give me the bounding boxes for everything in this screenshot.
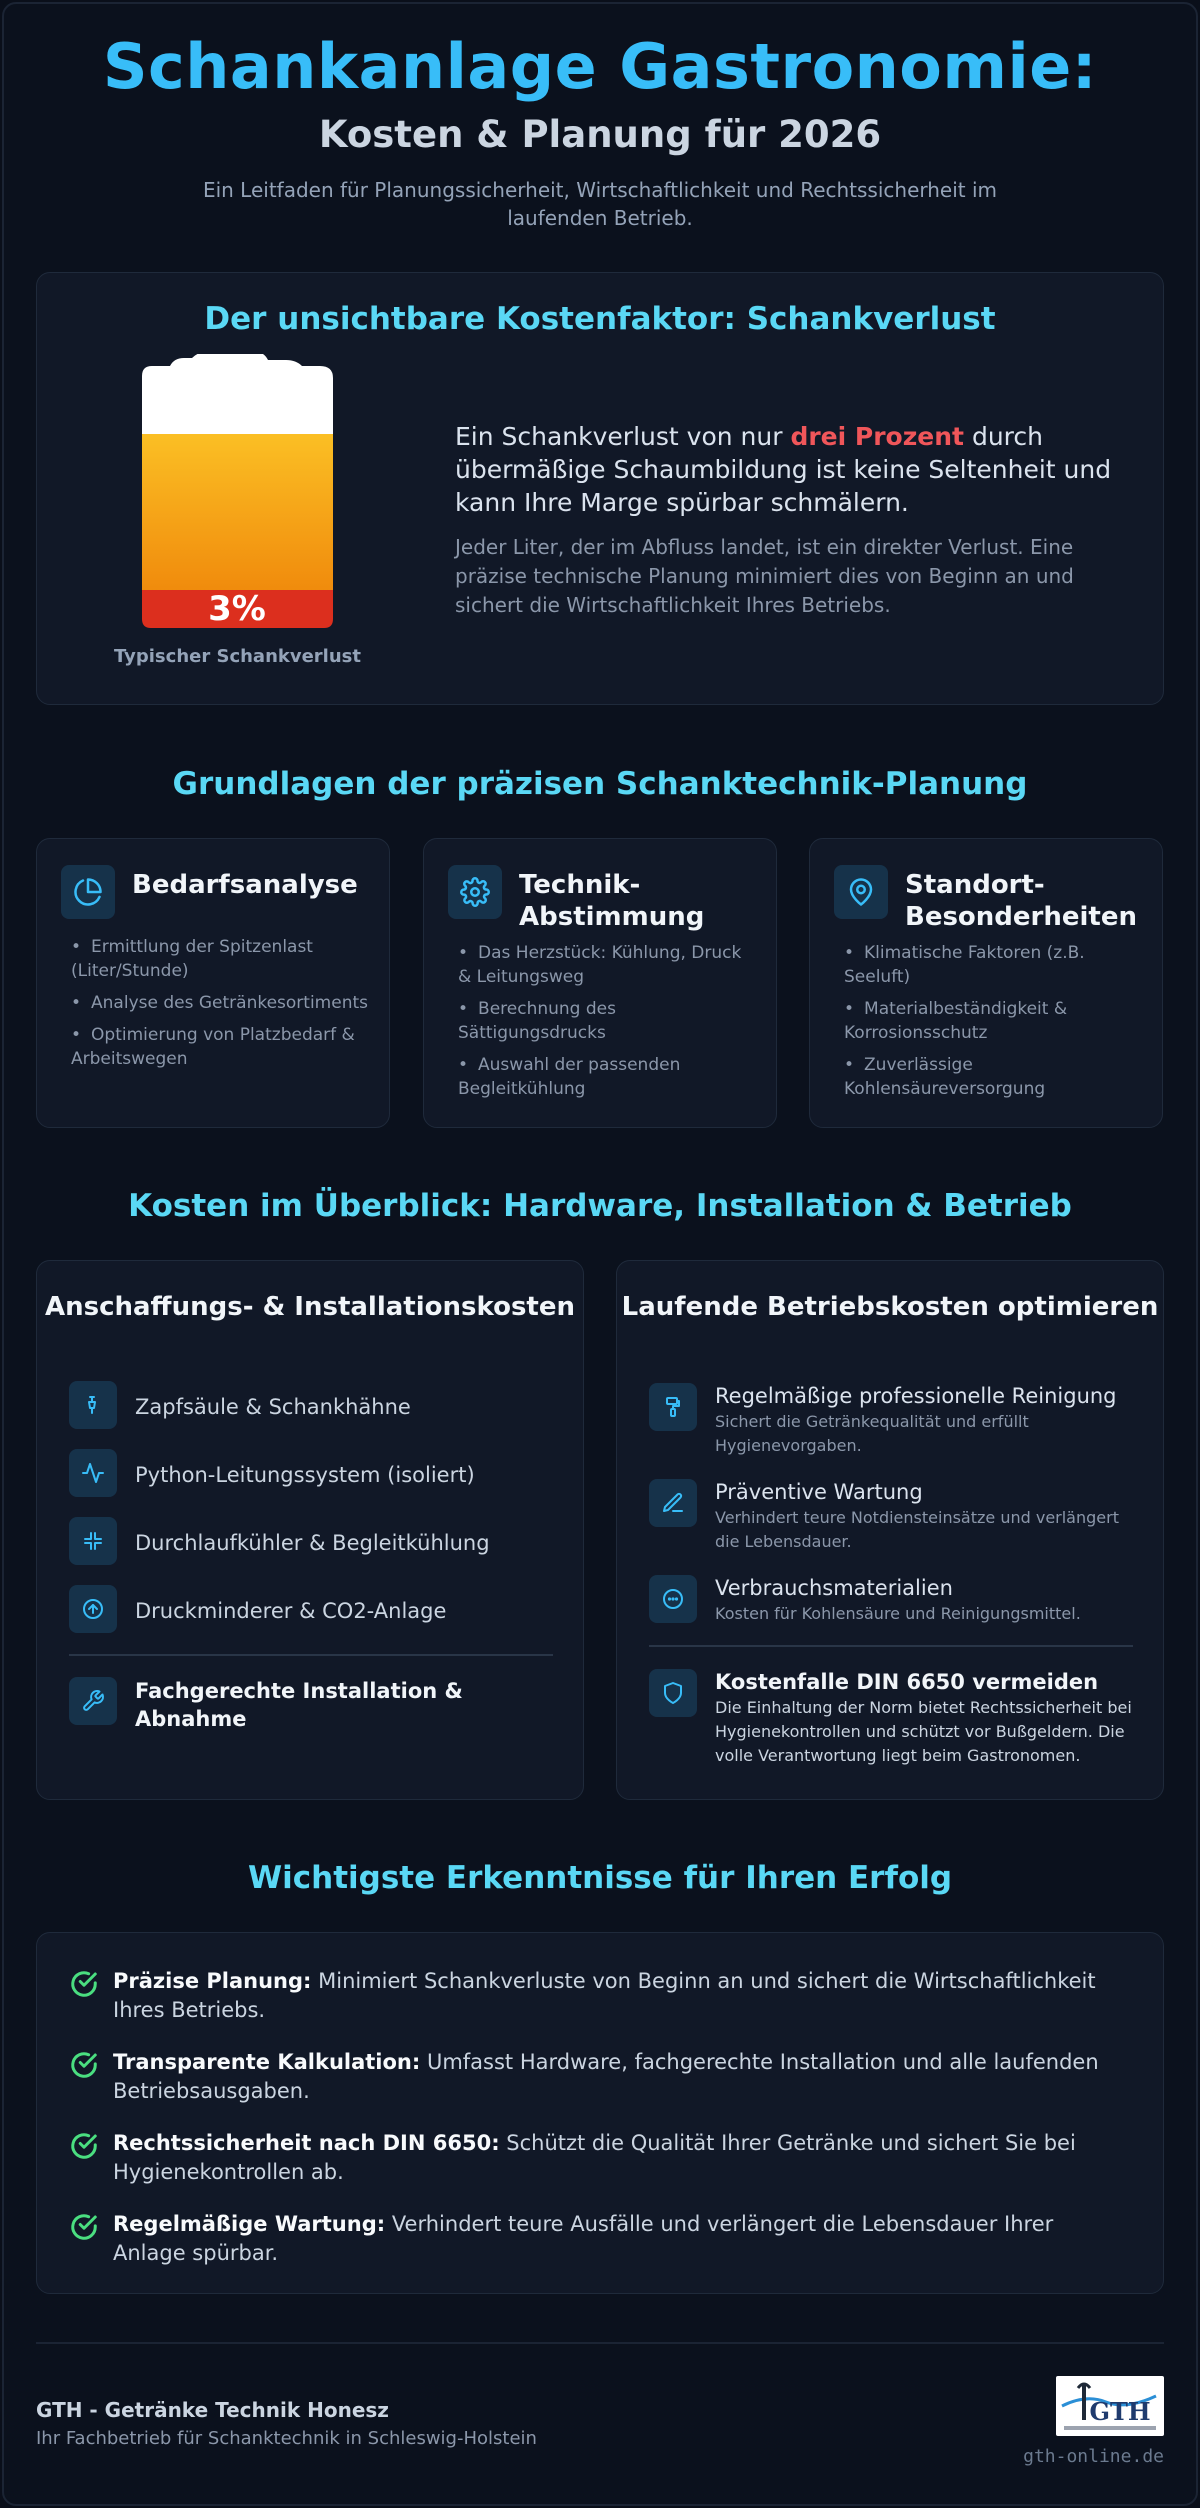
- takeaway-item: [69, 2129, 1129, 2187]
- takeaway-text: [113, 1967, 1129, 2025]
- operating-cost-card: [616, 1260, 1164, 1800]
- loss-sub-text: Jeder Liter, der im Abfluss landet, ist ein direkter Verlust. Eine präzise technische Planung minimiert dies von Beginn an und sichert die Wirtschaftlichkeit Ihres Betriebs.: [455, 535, 1074, 617]
- takeaway-bold: Regelmäßige Wartung:: [113, 2212, 386, 2236]
- foundation-list: [69, 935, 369, 1079]
- cost-item-cooler: [69, 1517, 490, 1565]
- takeaway-body: Umfasst Hardware, fachgerechte Installation und alle laufenden Betriebsausgaben.: [113, 2050, 1099, 2103]
- takeaway-text: [113, 2210, 1129, 2268]
- takeaway-text: [113, 2129, 1129, 2187]
- acquisition-cost-card: [36, 1260, 584, 1800]
- company-logo[interactable]: [1056, 2376, 1164, 2436]
- header: [0, 30, 1200, 232]
- list-item: • Ermittlung der Spitzenlast (Liter/Stunde): [69, 935, 369, 983]
- cost-item-python: [69, 1449, 475, 1497]
- footer-divider: [36, 2342, 1164, 2344]
- foundation-card-tech: [423, 838, 777, 1128]
- cost-item-title: Verbrauchsmaterialien: [715, 1576, 953, 1600]
- logo-text: GTH: [1089, 2397, 1151, 2426]
- list-item: • Optimierung von Platzbedarf & Arbeitswegen: [69, 1023, 369, 1071]
- foundation-title: Standort-Besonderheiten: [905, 870, 1137, 932]
- cost-item-label: Durchlaufkühler & Begleitkühlung: [135, 1531, 490, 1555]
- takeaway-body: Verhindert teure Ausfälle und verlängert die Lebensdauer Ihrer Anlage spürbar.: [113, 2212, 1054, 2265]
- check-circle-icon: [69, 2050, 99, 2080]
- operating-title: Laufende Betriebskosten optimieren: [621, 1292, 1159, 1322]
- takeaway-body: Minimiert Schankverluste von Beginn an und sichert die Wirtschaftlichkeit Ihres Betriebs.: [113, 1969, 1096, 2022]
- list-item: • Das Herzstück: Kühlung, Druck & Leitungsweg: [456, 941, 756, 989]
- divider: [649, 1645, 1133, 1647]
- warning-title: Kostenfalle DIN 6650 vermeiden: [715, 1670, 1099, 1694]
- loss-main-before: Ein Schankverlust von nur: [455, 422, 791, 451]
- loss-title: Der unsichtbare Kostenfaktor: Schankverlust: [204, 301, 996, 337]
- foundation-card-location: [809, 838, 1163, 1128]
- map-pin-icon: [834, 865, 888, 919]
- gear-icon: [448, 865, 502, 919]
- footer-tagline: Ihr Fachbetrieb für Schanktechnik in Schleswig-Holstein: [36, 2428, 537, 2449]
- footer-url-link[interactable]: gth-online.de: [1023, 2446, 1164, 2467]
- list-item: • Klimatische Faktoren (z.B. Seeluft): [842, 941, 1142, 989]
- list-item: • Zuverlässige Kohlensäureversorgung: [842, 1053, 1142, 1101]
- cost-item-cleaning: [649, 1383, 1145, 1458]
- takeaway-text: [113, 2048, 1129, 2106]
- loss-main-after: durch übermäßige Schaumbildung ist keine Seltenheit und kann Ihre Marge spürbar schmälern.: [455, 422, 1112, 517]
- check-circle-icon: [69, 2131, 99, 2161]
- foundation-card-needs: [36, 838, 390, 1128]
- cost-item-tap: [69, 1381, 411, 1429]
- list-item: • Berechnung des Sättigungsdrucks: [456, 997, 756, 1045]
- beer-liquid: [142, 434, 333, 594]
- cost-item-pressure: [69, 1585, 446, 1633]
- takeaways-title: Wichtigste Erkenntnisse für Ihren Erfolg: [247, 1860, 953, 1896]
- cost-item-sub: Verhindert teure Notdiensteinsätze und verlängert die Lebensdauer.: [715, 1508, 1119, 1551]
- shield-icon: [649, 1669, 697, 1717]
- beer-glass-illustration: [140, 354, 335, 629]
- list-item: • Auswahl der passenden Begleitkühlung: [456, 1053, 756, 1101]
- takeaways-card: [36, 1932, 1164, 2294]
- cost-item-din-warning: [649, 1669, 1145, 1768]
- check-circle-icon: [69, 1969, 99, 1999]
- foundation-list: [842, 941, 1142, 1109]
- divider: [69, 1654, 553, 1656]
- dots-circle-icon: [649, 1575, 697, 1623]
- pencil-icon: [649, 1479, 697, 1527]
- paint-roller-icon: [649, 1383, 697, 1431]
- foundations-title: Grundlagen der präzisen Schanktechnik-Planung: [172, 766, 1028, 802]
- foundation-list: [456, 941, 756, 1109]
- glass-label: Typischer Schankverlust: [114, 646, 361, 667]
- page-subtitle: Kosten & Planung für 2026: [318, 113, 882, 156]
- list-item: • Analyse des Getränkesortiments: [69, 991, 369, 1015]
- costs-title: Kosten im Überblick: Hardware, Installation & Betrieb: [128, 1188, 1072, 1224]
- takeaway-item: [69, 2048, 1129, 2106]
- cost-item-text: [715, 1479, 1145, 1554]
- shrink-icon: [69, 1517, 117, 1565]
- cost-item-text: [715, 1575, 1145, 1626]
- loss-text: [455, 420, 1120, 620]
- foundation-title: Technik-Abstimmung: [519, 870, 705, 932]
- wrench-icon: [69, 1677, 117, 1725]
- foundation-title: Bedarfsanalyse: [132, 870, 358, 900]
- takeaway-item: [69, 2210, 1129, 2268]
- takeaway-item: [69, 1967, 1129, 2025]
- check-circle-icon: [69, 2212, 99, 2242]
- takeaway-bold: Rechtssicherheit nach DIN 6650:: [113, 2131, 500, 2155]
- cost-item-sub: Sichert die Getränkequalität und erfüllt Hygienevorgaben.: [715, 1412, 1029, 1455]
- pie-chart-icon: [61, 865, 115, 919]
- cost-item-label: Python-Leitungssystem (isoliert): [135, 1463, 475, 1487]
- cost-item-label: Zapfsäule & Schankhähne: [135, 1395, 411, 1419]
- cost-item-consumables: [649, 1575, 1145, 1626]
- list-item: • Materialbeständigkeit & Korrosionsschutz: [842, 997, 1142, 1045]
- loss-main-text: [455, 420, 1120, 519]
- cost-item-label: Druckminderer & CO2-Anlage: [135, 1599, 447, 1623]
- cost-item-maintenance: [649, 1479, 1145, 1554]
- takeaway-bold: Präzise Planung:: [113, 1969, 312, 1993]
- installation-label: Fachgerechte Installation & Abnahme: [135, 1679, 463, 1731]
- takeaway-bold: Transparente Kalkulation:: [113, 2050, 421, 2074]
- arrow-up-circle-icon: [69, 1585, 117, 1633]
- cost-item-installation: [69, 1677, 475, 1733]
- activity-icon: [69, 1449, 117, 1497]
- cost-item-title: Präventive Wartung: [715, 1480, 923, 1504]
- cost-item-sub: Kosten für Kohlensäure und Reinigungsmittel.: [715, 1604, 1081, 1623]
- page-title: Schankanlage Gastronomie:: [102, 30, 1098, 103]
- warning-sub: Die Einhaltung der Norm bietet Rechtssicherheit bei Hygienekontrollen und schützt vor Bußgeldern. Die volle Verantwortung liegt beim Gastronomen.: [715, 1698, 1132, 1765]
- takeaway-body: Schützt die Qualität Ihrer Getränke und sichert Sie bei Hygienekontrollen ab.: [113, 2131, 1076, 2184]
- page-intro: Ein Leitfaden für Planungssicherheit, Wirtschaftlichkeit und Rechtssicherheit im laufenden Betrieb.: [202, 178, 998, 230]
- loss-percent: 3%: [208, 589, 266, 629]
- cost-item-text: [715, 1383, 1145, 1458]
- tap-icon: [69, 1381, 117, 1429]
- beer-foam: [142, 354, 333, 434]
- footer-company: GTH - Getränke Technik Honesz: [36, 2398, 389, 2422]
- loss-highlight: drei Prozent: [790, 422, 964, 451]
- acquisition-title: Anschaffungs- & Installationskosten: [44, 1292, 575, 1322]
- cost-item-text: [715, 1669, 1145, 1768]
- cost-item-title: Regelmäßige professionelle Reinigung: [715, 1384, 1117, 1408]
